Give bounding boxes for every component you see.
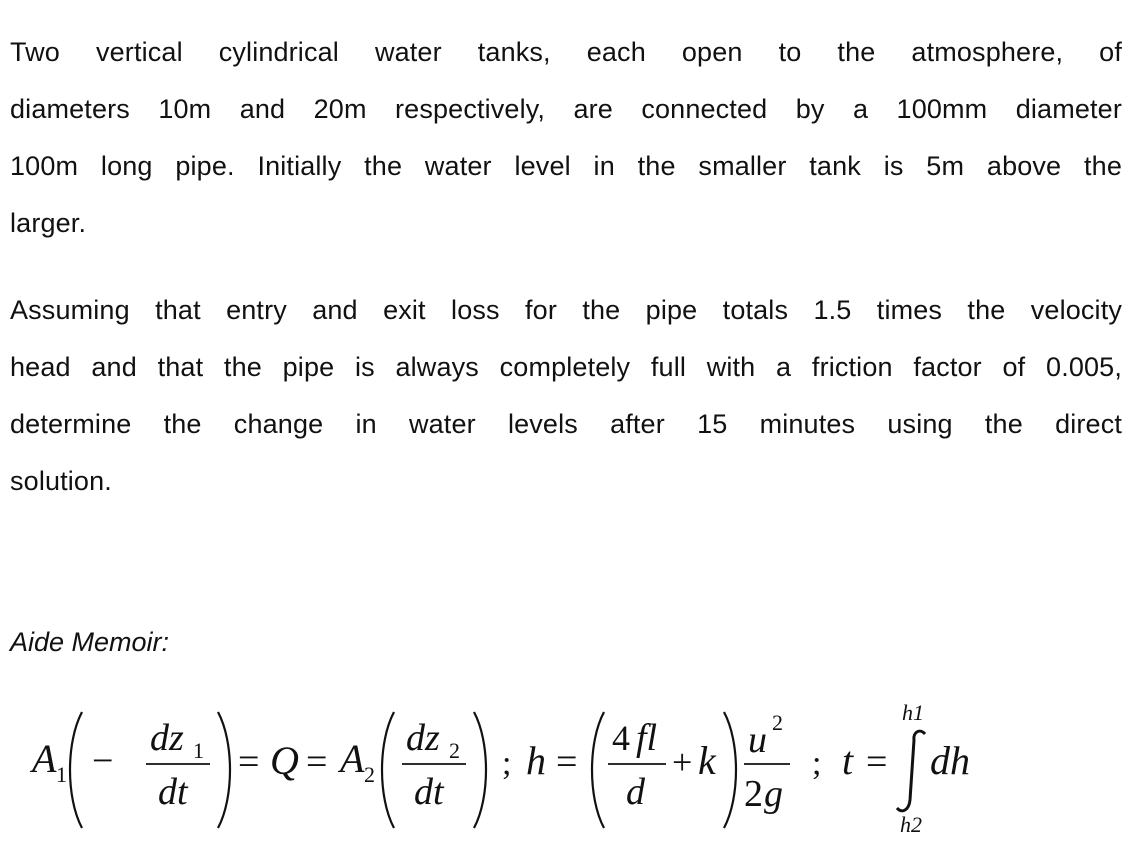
velocity-numerator: u [748, 719, 767, 761]
equals-sign: = [866, 741, 888, 783]
dz-numerator-2: dz [406, 717, 440, 759]
paragraph-line: head and that the pipe is always completely full with a friction factor of 0.005, [10, 352, 1122, 382]
head-symbol: h [526, 738, 546, 783]
upper-limit: h1 [902, 700, 924, 725]
aide-memoir-heading: Aide Memoir: [10, 627, 170, 657]
time-symbol: t [842, 738, 854, 783]
equals-sign: = [556, 741, 578, 783]
minus-sign: − [92, 740, 114, 782]
superscript-squared: 2 [772, 710, 783, 735]
two-denominator: 2 [744, 773, 763, 815]
right-paren [218, 712, 230, 828]
semicolon-separator: ; [502, 745, 512, 782]
paragraph-line: diameters 10m and 20m respectively, are connected by a 100mm diameter [10, 94, 1122, 124]
left-paren [382, 712, 394, 828]
dt-denominator-2: dt [414, 771, 444, 813]
subscript-2: 2 [449, 738, 460, 763]
paragraph-line: Two vertical cylindrical water tanks, each open to the atmosphere, of [10, 37, 1122, 67]
problem-paragraph-1 [10, 24, 1122, 252]
paragraph-line: determine the change in water levels after 15 minutes using the direct [10, 409, 1122, 439]
integral-sign [897, 731, 925, 811]
loss-coefficient-symbol: k [698, 738, 716, 783]
dh-differential: dh [930, 738, 970, 783]
area-symbol-1: A [32, 736, 57, 781]
area-symbol-2: A [340, 736, 365, 781]
left-paren [592, 712, 604, 828]
fl-numerator: fl [636, 717, 658, 759]
dz-numerator-1: dz [150, 717, 184, 759]
left-paren [70, 712, 82, 828]
dt-denominator-1: dt [158, 771, 188, 813]
d-denominator: d [626, 771, 645, 813]
gravity-symbol: g [764, 773, 783, 815]
subscript-1: 1 [193, 738, 204, 763]
right-paren [724, 712, 736, 828]
formula-block [0, 690, 1140, 862]
right-paren [474, 712, 486, 828]
paragraph-line: solution. [10, 466, 112, 496]
problem-paragraph-2 [10, 282, 1122, 510]
paragraph-line: Assuming that entry and exit loss for the pipe totals 1.5 times the velocity [10, 295, 1122, 325]
plus-sign: + [672, 742, 693, 782]
formula-svg [0, 690, 1140, 862]
lower-limit: h2 [900, 812, 922, 837]
equals-sign: = [238, 741, 260, 783]
paragraph-line: 100m long pipe. Initially the water level in the smaller tank is 5m above the [10, 151, 1122, 181]
subscript-2: 2 [364, 762, 375, 787]
subscript-1: 1 [56, 762, 67, 787]
paragraph-line: larger. [10, 208, 87, 238]
flow-rate-symbol: Q [270, 738, 299, 783]
four-numerator: 4 [612, 718, 630, 758]
semicolon-separator: ; [812, 745, 822, 782]
equals-sign: = [306, 741, 328, 783]
